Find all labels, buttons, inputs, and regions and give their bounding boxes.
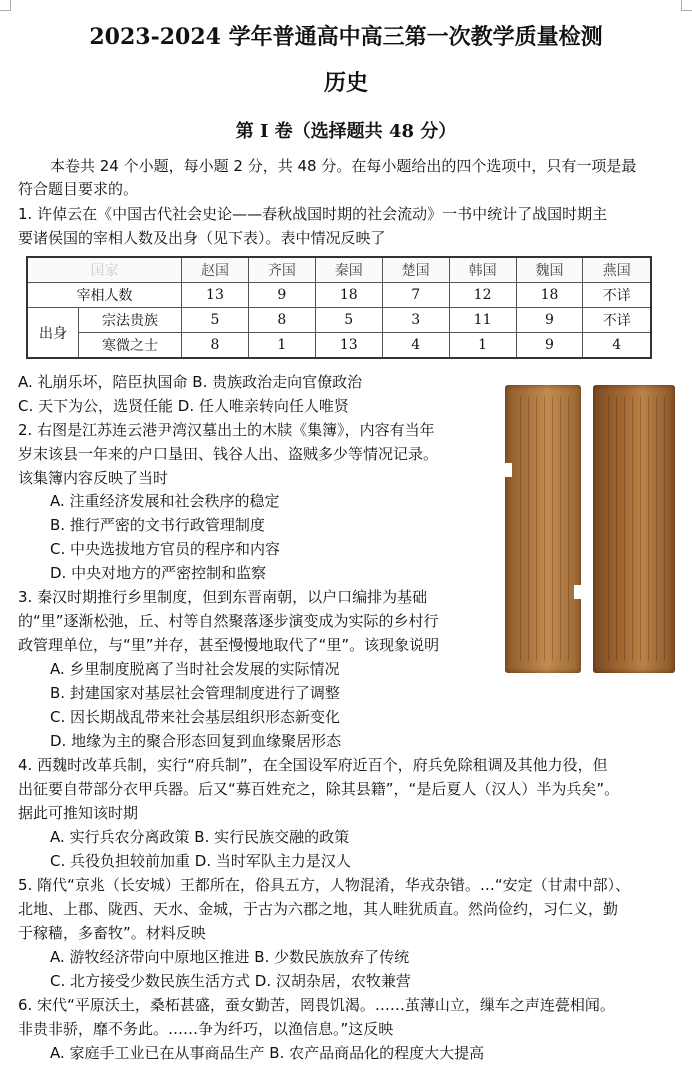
table-cell: 8 <box>182 333 249 359</box>
slip-notch <box>504 463 512 477</box>
table-cell: 7 <box>382 283 449 308</box>
table-header-row <box>27 257 651 283</box>
group-label: 出身 <box>27 308 79 359</box>
question-6-stem: 6. 宋代“平原沃土，桑柘甚盛，蚕女勤苦，罔畏饥渴。……茧薄山立，缫车之声连甍相闻。 <box>18 996 615 1014</box>
row-label: 宗法贵族 <box>79 308 182 333</box>
table-cell: 13 <box>182 283 249 308</box>
question-5-options: C. 北方接受少数民族生活方式 D. 汉胡杂居，农牧兼营 <box>50 972 411 990</box>
table-cell: 9 <box>248 283 315 308</box>
question-2-option-c: C. 中央选拔地方官员的程序和内容 <box>50 540 281 558</box>
table-cell: 5 <box>315 308 382 333</box>
row-label: 宰相人数 <box>27 283 182 308</box>
question-4-stem: 据此可推知该时期 <box>18 804 139 822</box>
question-3-option-a: A. 乡里制度脱离了当时社会发展的实际情况 <box>50 660 340 678</box>
slip-notch <box>574 585 582 599</box>
question-3-option-d: D. 地缘为主的聚合形态回复到血缘聚居形态 <box>50 732 342 750</box>
question-3-stem: 政管理单位，与“里”并存，甚至慢慢地取代了“里”。该现象说明 <box>18 636 440 654</box>
section-title: 第 I 卷（选择题共 48 分） <box>235 121 457 142</box>
table-cell: 18 <box>516 283 583 308</box>
question-3-stem: 的“里”逐渐松弛，丘、村等自然聚落逐步演变成为实际的乡村行 <box>18 612 439 630</box>
table-header-cell: 韩国 <box>449 257 516 283</box>
intro-text: 本卷共 24 个小题，每小题 2 分，共 48 分。在每小题给出的四个选项中，只有一项是最 <box>50 157 637 175</box>
intro-text: 符合题目要求的。 <box>18 180 139 198</box>
page-corner-mark <box>0 0 11 11</box>
exam-title: 2023-2024 学年普通高中高三第一次教学质量检测 <box>89 24 603 50</box>
table-cell: 12 <box>449 283 516 308</box>
table-cell: 11 <box>449 308 516 333</box>
question-1-stem: 要诸侯国的宰相人数及出身（见下表）。表中情况反映了 <box>18 229 386 247</box>
question-1-options: A. 礼崩乐坏，陪臣执国命 B. 贵族政治走向官僚政治 <box>18 373 363 391</box>
question-2-stem: 该集簿内容反映了当时 <box>18 469 169 487</box>
question-1-stem: 1. 许倬云在《中国古代社会史论——春秋战国时期的社会流动》一书中统计了战国时期主 <box>18 205 608 223</box>
table-row <box>27 308 651 333</box>
table-row <box>27 283 651 308</box>
table-cell: 不详 <box>583 283 651 308</box>
page-corner-mark <box>681 0 692 11</box>
question-4-options: C. 兵役负担较前加重 D. 当时军队主力是汉人 <box>50 852 351 870</box>
table-header-cell: 魏国 <box>516 257 583 283</box>
table-cell: 13 <box>315 333 382 359</box>
question-2-stem: 岁末该县一年来的户口垦田、钱谷人出、盗贼多少等情况记录。 <box>18 445 439 463</box>
row-label: 寒微之士 <box>79 333 182 359</box>
question-5-stem: 于稼穑，多畜牧”。材料反映 <box>18 924 206 942</box>
table-cell: 9 <box>516 333 583 359</box>
question-4-options: A. 实行兵农分离政策 B. 实行民族交融的政策 <box>50 828 350 846</box>
table-cell: 4 <box>583 333 651 359</box>
table-cell: 8 <box>248 308 315 333</box>
table-cell: 5 <box>182 308 249 333</box>
table-cell: 18 <box>315 283 382 308</box>
question-6-stem: 非贵非骄，靡不务此。……争为纤巧，以渔信息。”这反映 <box>18 1020 394 1038</box>
question-4-stem: 出征要自带部分衣甲兵器。后又“募百姓充之，除其县籍”，“是后夏人（汉人）半为兵矣”。 <box>18 780 620 798</box>
question-2-option-b: B. 推行严密的文书行政管理制度 <box>50 516 265 534</box>
question-4-stem: 4. 西魏时改革兵制，实行“府兵制”，在全国设军府近百个，府兵免除租调及其他力役，但 <box>18 756 608 774</box>
question-2-option-d: D. 中央对地方的严密控制和监察 <box>50 564 267 582</box>
wooden-slip-right <box>593 385 675 673</box>
question-5-stem: 5. 隋代“京兆（长安城）王都所在，俗具五方，人物混淆，华戎杂错。…“安定（甘肃中部）、 <box>18 876 631 894</box>
question-3-option-c: C. 因长期战乱带来社会基层组织形态新变化 <box>50 708 341 726</box>
slip-writing <box>601 397 667 661</box>
table-header-cell: 齐国 <box>248 257 315 283</box>
wooden-slip-left <box>505 385 581 673</box>
question-2-stem: 2. 右图是江苏连云港尹湾汉墓出土的木牍《集簿》，内容有当年 <box>18 421 435 439</box>
table-cell: 3 <box>382 308 449 333</box>
question-5-stem: 北地、上郡、陇西、天水、金城，于古为六郡之地，其人畦犹质直。然尚俭约，习仁义，勤 <box>18 900 619 918</box>
question-5-options: A. 游牧经济带向中原地区推进 B. 少数民族放弃了传统 <box>50 948 410 966</box>
question-1-options: C. 天下为公，选贤任能 D. 任人唯亲转向任人唯贤 <box>18 397 349 415</box>
subject-title: 历史 <box>323 70 368 96</box>
slip-writing <box>513 397 573 661</box>
table-cell: 1 <box>449 333 516 359</box>
table-cell: 9 <box>516 308 583 333</box>
table-header-cell: 赵国 <box>182 257 249 283</box>
table-header-cell: 秦国 <box>315 257 382 283</box>
table-cell: 1 <box>248 333 315 359</box>
question-3-option-b: B. 封建国家对基层社会管理制度进行了调整 <box>50 684 340 702</box>
chancellor-table <box>26 256 652 359</box>
table-row <box>27 333 651 359</box>
question-2-option-a: A. 注重经济发展和社会秩序的稳定 <box>50 492 280 510</box>
table-cell: 不详 <box>583 308 651 333</box>
table-header-cell: 燕国 <box>583 257 651 283</box>
wooden-slips-image <box>505 385 675 673</box>
question-3-stem: 3. 秦汉时期推行乡里制度，但到东晋南朝，以户口编排为基础 <box>18 588 428 606</box>
table-cell: 4 <box>382 333 449 359</box>
question-6-options: A. 家庭手工业已在从事商品生产 B. 农产品商品化的程度大大提高 <box>50 1044 485 1062</box>
table-header-cell: 楚国 <box>382 257 449 283</box>
table-corner-cell: 国家 <box>27 257 182 283</box>
